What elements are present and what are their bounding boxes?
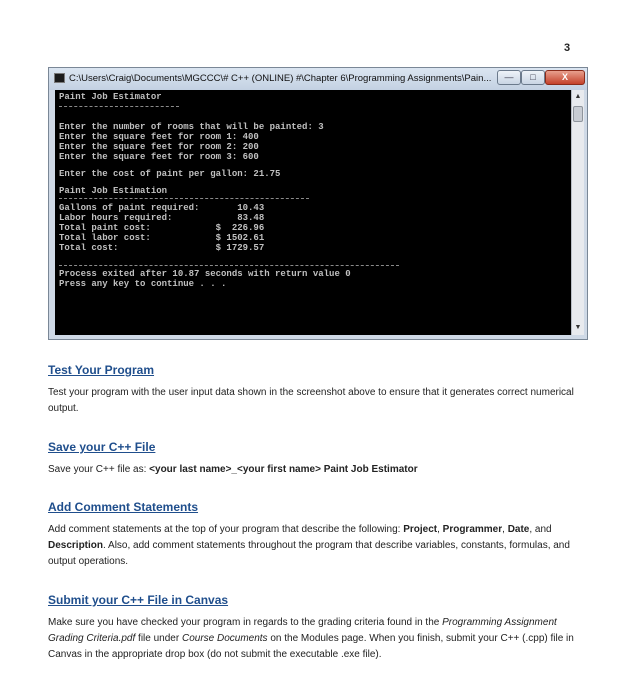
comments-text: Add comment statements at the top of your program that describe the following: (48, 524, 404, 535)
comments-term-project: Project (403, 524, 438, 535)
console-line: Enter the square feet for room 2: 200 (59, 142, 259, 152)
console-app-icon (54, 73, 65, 83)
console-divider (59, 198, 309, 199)
console-line: Enter the cost of paint per gallon: 21.75 (59, 169, 281, 179)
scroll-thumb[interactable] (573, 106, 583, 122)
console-line: Enter the square feet for room 1: 400 (59, 132, 259, 142)
console-line: Total cost: $ 1729.57 (59, 243, 265, 253)
console-divider (59, 265, 399, 266)
comments-term-programmer: Programmer (442, 524, 503, 535)
console-line: Total labor cost: $ 1502.61 (59, 233, 265, 243)
comments-term-description: Description (48, 540, 104, 551)
submit-course-documents: Course Documents (181, 633, 268, 644)
console-line: Press any key to continue . . . (59, 279, 227, 289)
submit-text: Make sure you have checked your program in regards to the grading criteria found in the (48, 617, 443, 628)
submit-grading-file: Programming Assignment Grading Criteria.pdf (48, 617, 557, 644)
comments-sep: , and (529, 524, 552, 535)
comments-sep: , (437, 524, 443, 535)
console-title: C:\Users\Craig\Documents\MGCCC\# C++ (ONLINE) #\Chapter 6\Programming Assignments\Pain... (69, 73, 492, 84)
comments-term-date: Date (507, 524, 530, 535)
submit-text: on the Modules page. When you finish, submit your C++ (.cpp) file in Canvas in the appropriate drop box (do not submit the executable .exe file). (48, 633, 574, 660)
maximize-button[interactable]: □ (521, 70, 545, 85)
console-scrollbar[interactable] (571, 90, 584, 335)
comments-sep: , (502, 524, 508, 535)
section-heading-comments: Add Comment Statements (48, 500, 199, 514)
scroll-down-arrow-icon[interactable]: ▼ (574, 324, 582, 331)
console-line: Labor hours required: 83.48 (59, 213, 265, 223)
section-heading-submit: Submit your C++ File in Canvas (48, 593, 229, 607)
console-line: Total paint cost: $ 226.96 (59, 223, 265, 233)
console-titlebar[interactable] (49, 68, 587, 90)
submit-text: file under (135, 633, 182, 644)
section-heading-test: Test Your Program (48, 363, 155, 377)
section-body-comments (48, 522, 578, 570)
page-number: 3 (564, 42, 571, 54)
console-output (55, 90, 571, 335)
minimize-button[interactable]: — (497, 70, 521, 85)
console-line: Process exited after 10.87 seconds with return value 0 (59, 269, 351, 279)
section-body-save (48, 462, 578, 478)
save-filename: <your last name>_<your first name> Paint Job Estimator (149, 464, 418, 475)
save-text: Save your C++ file as: (48, 464, 150, 475)
section-heading-save: Save your C++ File (48, 440, 156, 454)
console-line: Enter the square feet for room 3: 600 (59, 152, 259, 162)
section-body-test: Test your program with the user input data shown in the screenshot above to ensure that it generates correct numerical output. (48, 387, 574, 414)
console-divider (59, 106, 179, 107)
scroll-up-arrow-icon[interactable]: ▲ (574, 93, 582, 100)
close-button[interactable]: X (545, 70, 585, 85)
console-window[interactable] (48, 67, 588, 340)
section-body-submit (48, 615, 578, 663)
comments-text: . Also, add comment statements throughout the program that describe variables, constants, formulas, and output operations. (48, 540, 570, 567)
console-line: Paint Job Estimator (59, 92, 162, 102)
console-line: Paint Job Estimation (59, 186, 168, 196)
console-line: Enter the number of rooms that will be painted: 3 (59, 122, 324, 132)
console-line: Gallons of paint required: 10.43 (59, 203, 265, 213)
